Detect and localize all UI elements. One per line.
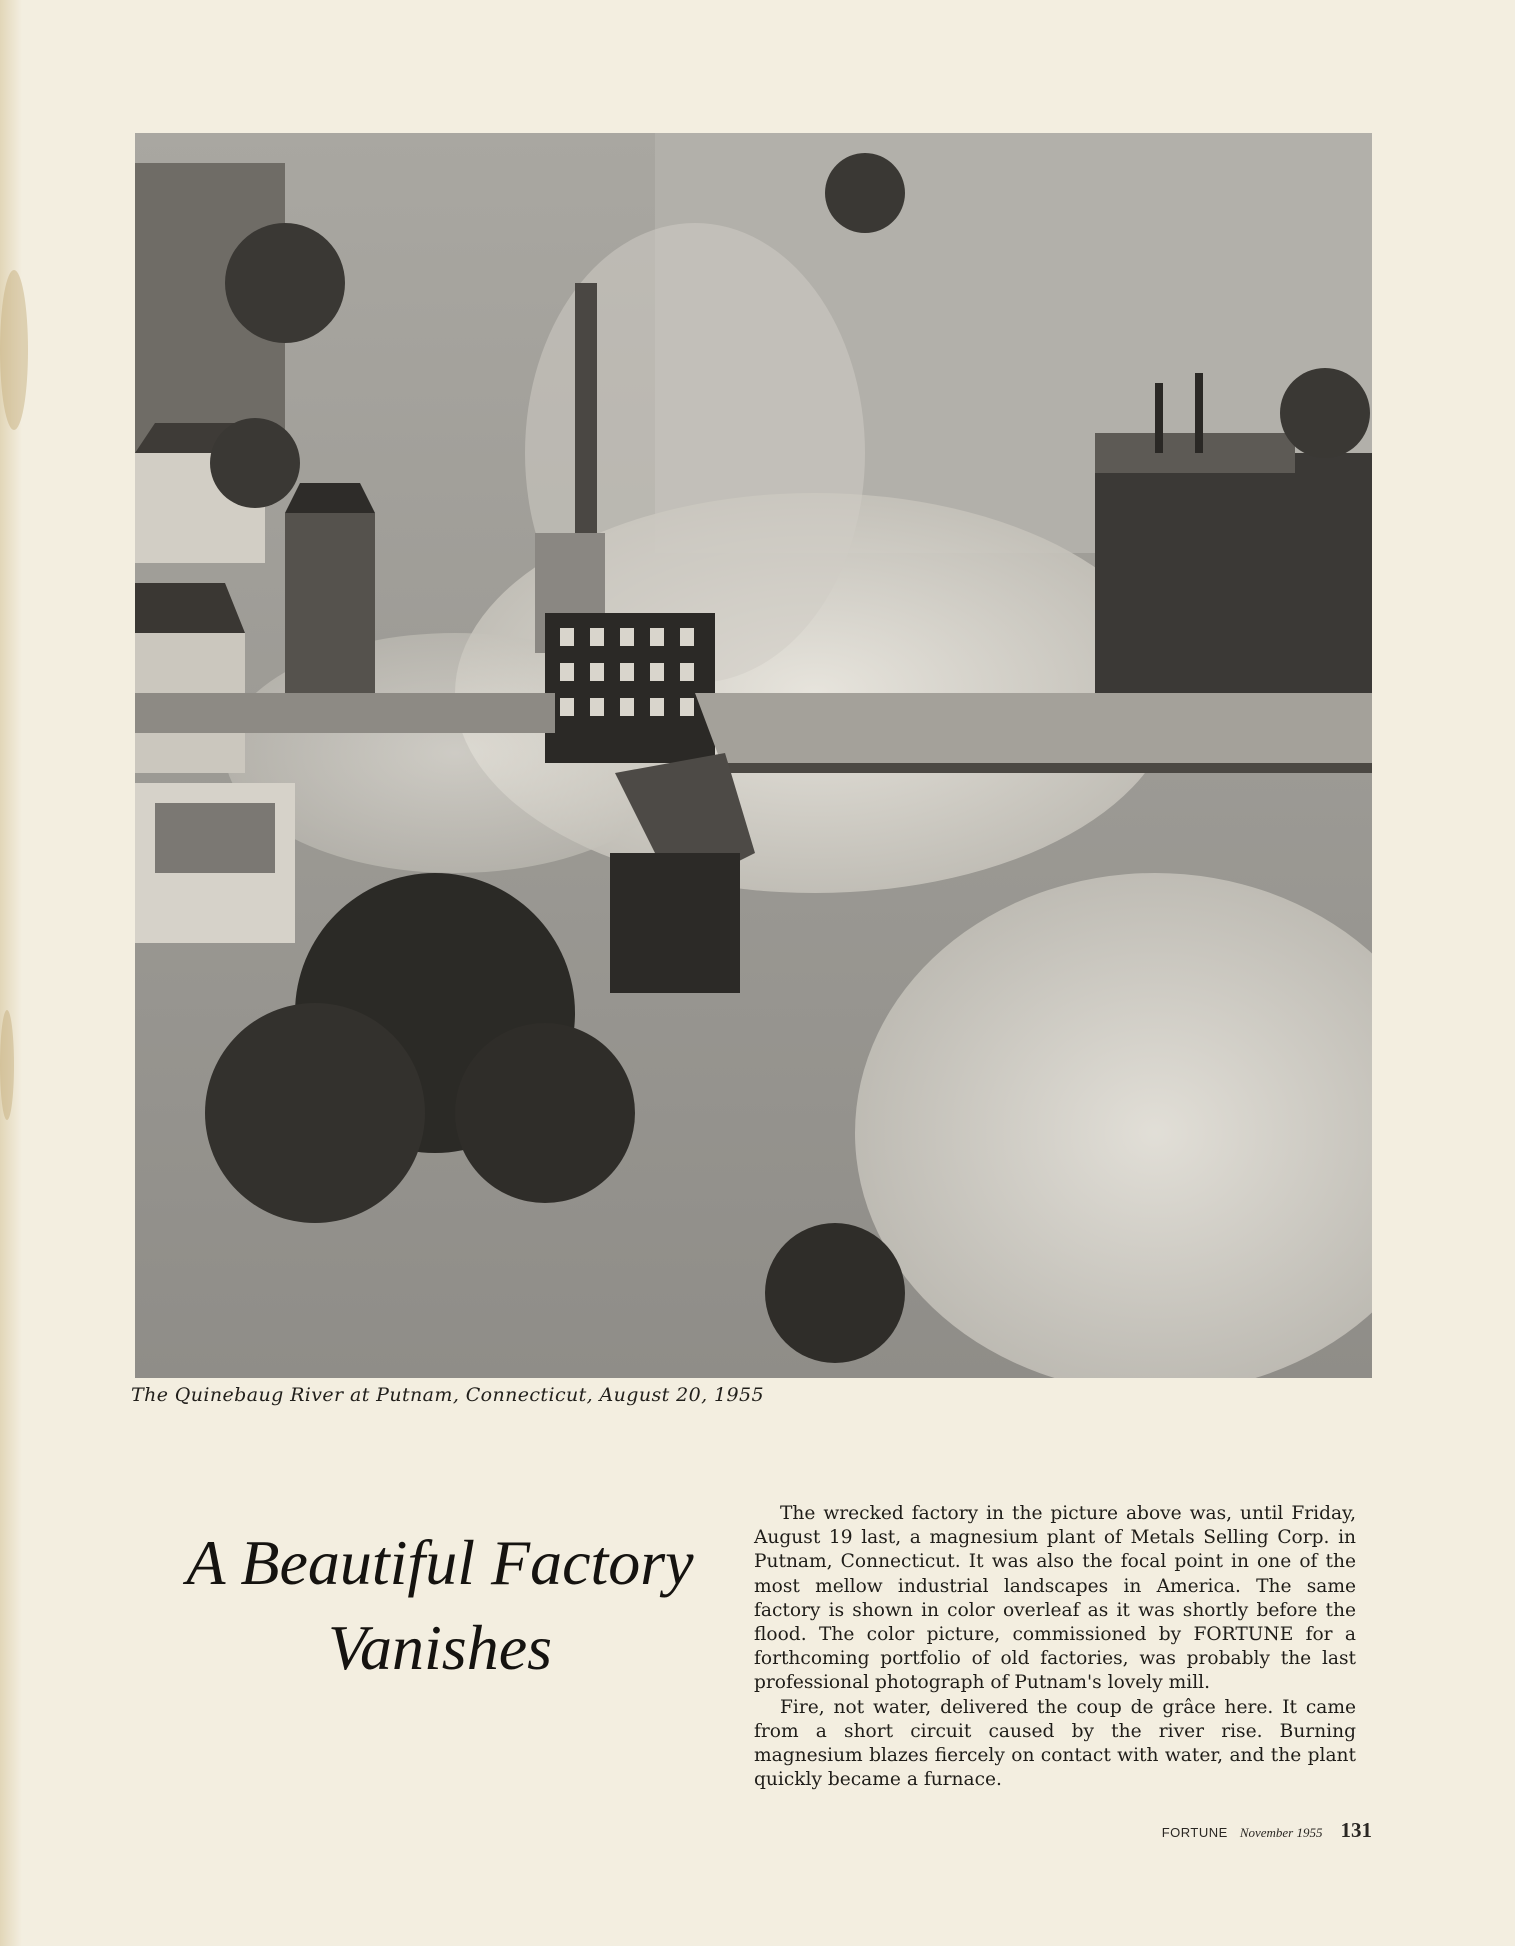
magazine-name: FORTUNE xyxy=(1161,1825,1228,1840)
page-number: 131 xyxy=(1340,1818,1372,1842)
page-stain-spot xyxy=(0,270,28,430)
issue-date: November 1955 xyxy=(1239,1825,1323,1840)
page-footer xyxy=(1162,1818,1372,1843)
photo-caption: The Quinebaug River at Putnam, Connecticut, August 20, 1955 xyxy=(131,1384,764,1406)
article-body xyxy=(754,1502,1356,1792)
article-paragraph-1: The wrecked factory in the picture above was, until Friday, August 19 last, a magnesium plant of Metals Selling Corp. in Putnam, Connecticut. It was also the focal point in one of the most mellow industrial landscapes in America. The same factory is shown in color overleaf as it was shortly before the flood. The color picture, commissioned by FORTUNE for a forthcoming portfolio of old factories, was probably the last professional photograph of Putnam's lovely mill. xyxy=(754,1503,1356,1694)
headline-line-1: A Beautiful Factory xyxy=(186,1527,694,1598)
page-stain-spot xyxy=(0,1010,14,1120)
flood-aerial-photograph xyxy=(135,133,1372,1378)
headline-line-2: Vanishes xyxy=(328,1612,552,1683)
article-headline xyxy=(150,1520,730,1690)
article-paragraph-2: Fire, not water, delivered the coup de grâce here. It came from a short circuit caused by the river rise. Burning magnesium blazes fiercely on contact with water, and the plant quickly became a furnace. xyxy=(754,1696,1356,1791)
photograph-image xyxy=(135,133,1372,1378)
